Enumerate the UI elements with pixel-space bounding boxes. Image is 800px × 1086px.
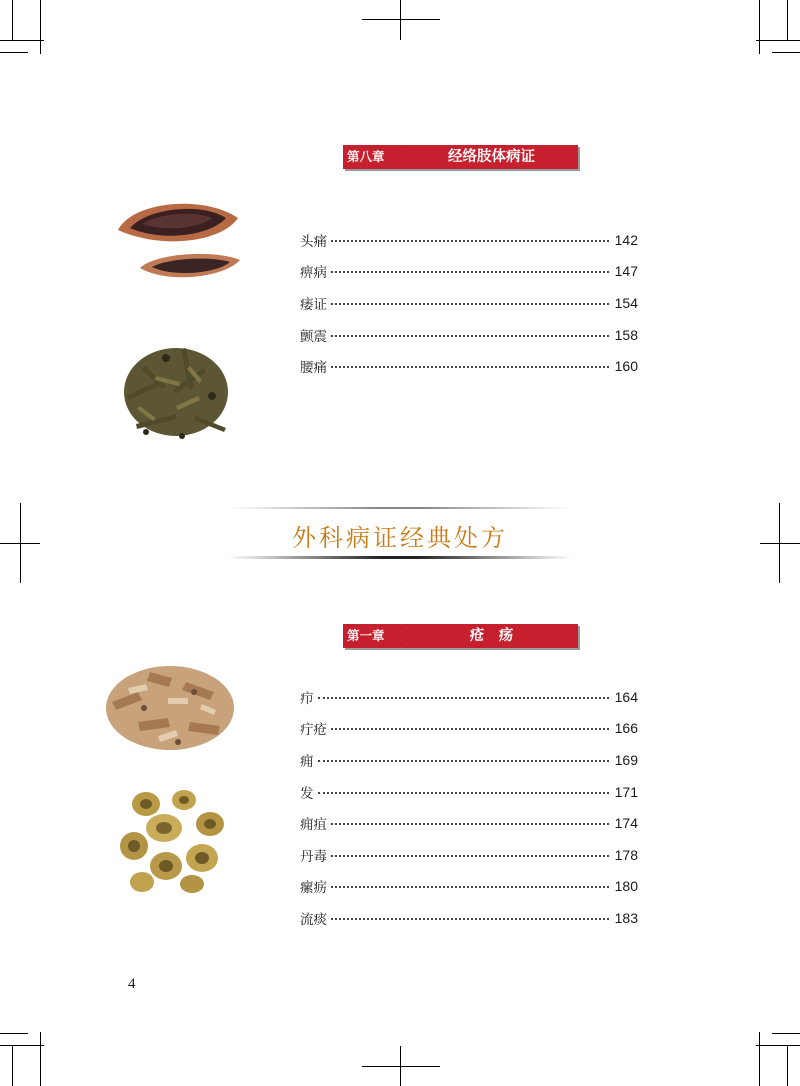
toc-entry[interactable]: 疖 164 [300,688,638,707]
toc-list [300,681,638,934]
toc-list [300,224,638,382]
toc-entry[interactable]: 流痰 183 [300,909,638,928]
page-number: 142 [614,231,638,248]
page-number: 180 [614,878,638,895]
page-number: 166 [614,720,638,737]
page-number-footer: 4 [128,976,136,992]
dried-root-slices-image [112,784,230,896]
toc-entry[interactable]: 腰痛 160 [300,358,638,377]
page-number: 183 [614,909,638,926]
toc-entry[interactable]: 丹毒 178 [300,846,638,865]
section-title: 外科病证经典处方 [292,524,508,552]
dried-fruit-slices-image [112,192,244,292]
section-header [228,503,572,561]
page-number: 164 [614,688,638,705]
page-number: 171 [614,783,638,800]
toc-entry[interactable]: 瘰疬 180 [300,878,638,897]
toc-entry[interactable]: 发 171 [300,783,638,802]
page-number: 154 [614,294,638,311]
chapter-header [343,624,578,648]
toc-entry[interactable]: 痈疽 174 [300,815,638,834]
page-number: 174 [614,815,638,832]
chapter-tag: 第八章 [343,145,405,169]
toc-entry[interactable]: 颤震 158 [300,326,638,345]
toc-entry[interactable]: 头痛 142 [300,231,638,250]
chapter-tag: 第一章 [343,624,405,648]
page-number: 160 [614,358,638,375]
dried-flakes-image [98,652,244,756]
page-number: 147 [614,263,638,280]
chapter-title: 疮 疡 [469,628,514,644]
chapter-title: 经络肢体病证 [448,149,535,165]
page-number: 158 [614,326,638,343]
toc-entry[interactable]: 痹病 147 [300,263,638,282]
toc-entry[interactable]: 痿证 154 [300,294,638,313]
page-number: 178 [614,846,638,863]
toc-entry[interactable]: 疔疮 166 [300,720,638,739]
page-number: 169 [614,751,638,768]
chapter-header [343,145,578,169]
toc-entry[interactable]: 痈 169 [300,751,638,770]
dried-root-pieces-image [116,336,240,448]
